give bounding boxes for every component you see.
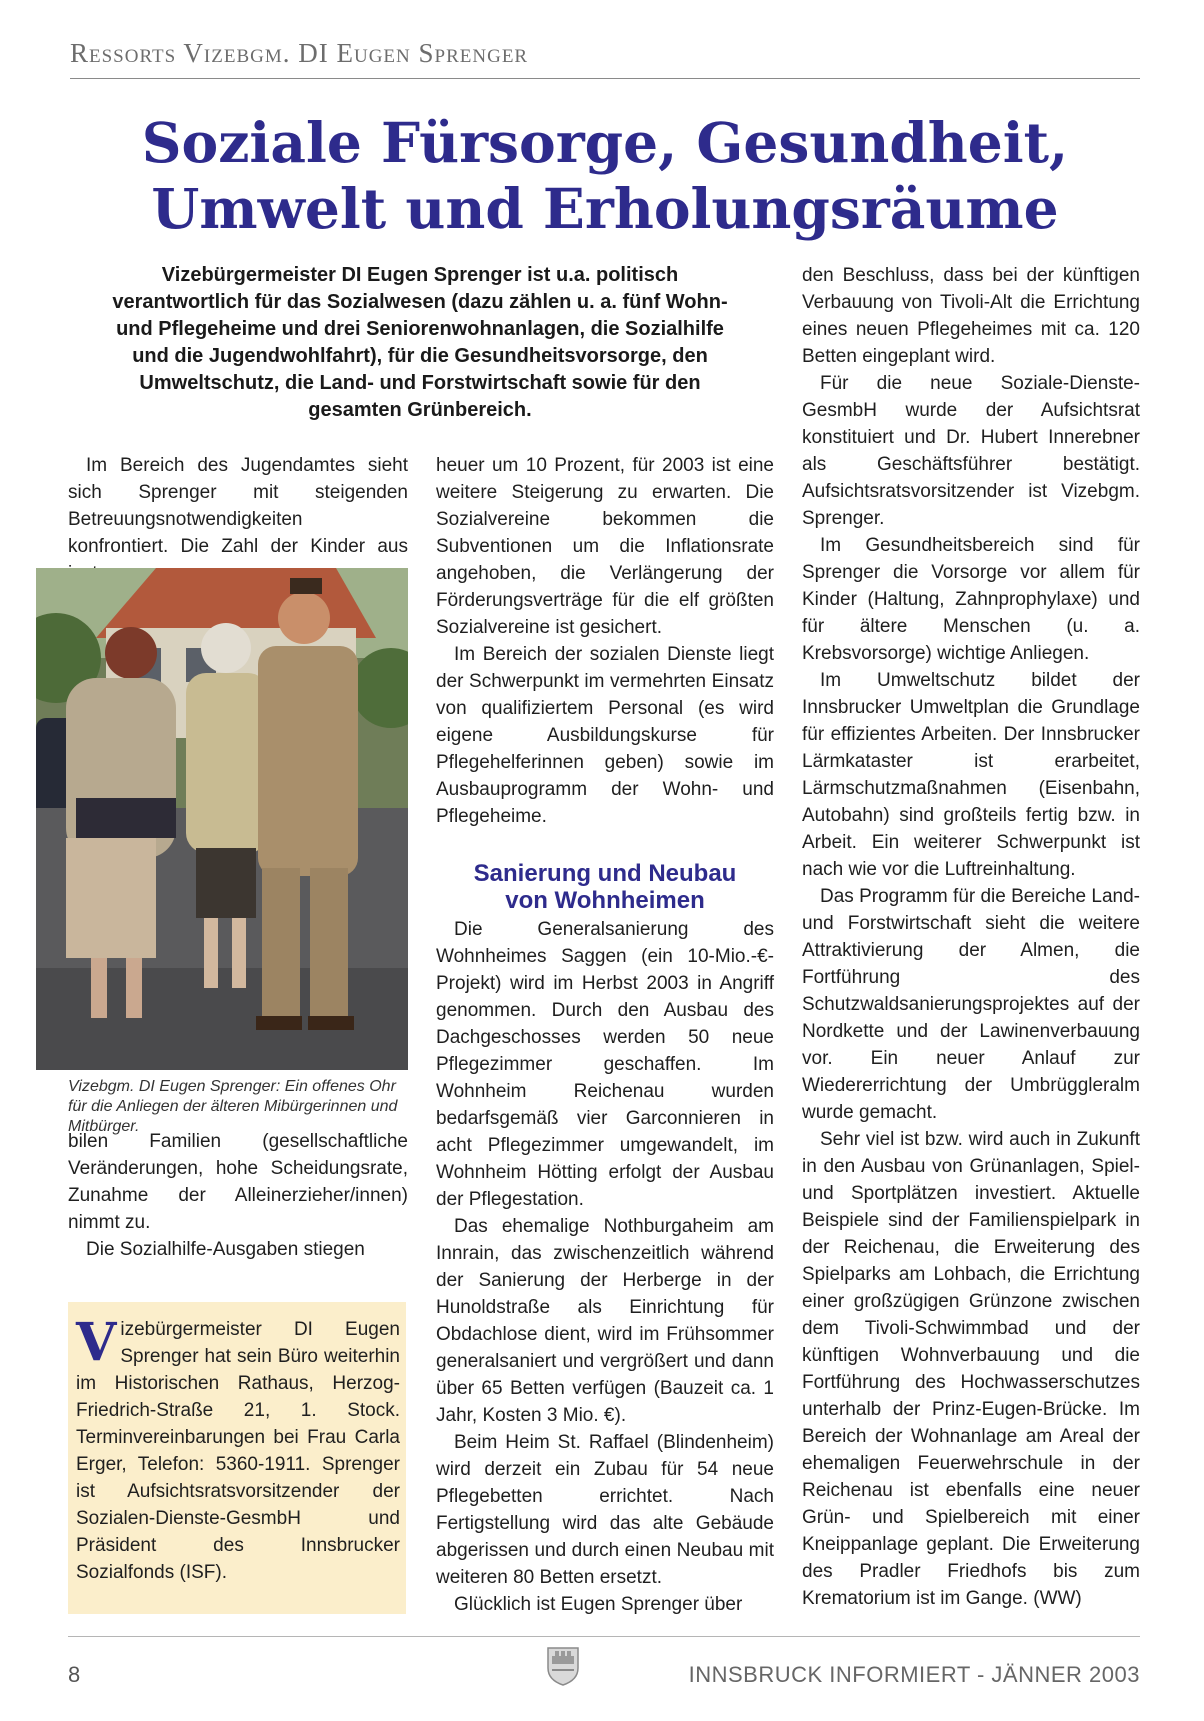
paragraph: Im Gesundheitsbereich sind für Sprenger die Vorsorge vor allem für Kinder (Haltung, Zahnprophylaxe) und für ältere Menschen (u. a. Krebsvorsorge) wichtige Anliegen.: [802, 535, 1140, 664]
paragraph: Im Bereich der sozialen Dienste liegt der Schwerpunkt im vermehrten Einsatz von qualifiziertem Personal (es wird eigene Ausbildungskurse für Pflegehelferinnen geben) sowie im Ausbauprogramm der Wohn- und Pflegeheime.: [436, 644, 774, 827]
article-column-3: [802, 262, 1140, 1612]
paragraph: Sehr viel ist bzw. wird auch in Zukunft in den Ausbau von Grünanlagen, Spiel- und Sportplätzen investiert. Aktuelle Beispiele sind der Familienspielpark in der Reichenau, die Erweiterung des Spielparks am Lohbach, die Errichtung einer großzügigen Grünzone zwischen dem Tivoli-Schwimmbad und der künftigen Wohnverbauung und die Fortführung des Hochwasserschutzes unterhalb der Prinz-Eugen-Brücke. Im Bereich der Wohnanlage am Areal der ehemaligen Feuerwehrschule in der Reichenau ist ebenfalls eine neuer Grün- und Spielbereich mit einer Kneippanlage geplant. Die Erweiterung des Pradler Friedhofs bis zum Krematorium ist im Gange. (WW): [802, 1129, 1140, 1609]
paragraph: Im Bereich des Jugendamtes sieht sich Sprenger mit steigenden Betreuungsnotwendigkeiten konfrontiert. Die Zahl der Kinder aus: [68, 455, 408, 557]
section-header: Ressorts Vizebgm. DI Eugen Sprenger: [70, 38, 1140, 79]
contact-infobox: [68, 1302, 406, 1614]
subheading-line-1: Sanierung und Neubau: [473, 860, 737, 887]
paragraph: Für die neue Soziale-Dienste-GesmbH wurde der Aufsichtsrat konstituiert und Dr. Hubert Innerebner als Geschäftsführer bestätigt. Aufsichtsratsvorsitzender ist Vizebgm. Sprenger.: [802, 373, 1140, 529]
article-column-2: [436, 452, 774, 1618]
paragraph: Die Generalsanierung des Wohnheimes Saggen (ein 10-Mio.-€-Projekt) wird im Herbst 2003 in Angriff genommen. Durch den Ausbau des Dachgeschosses werden 50 neue Pflegezimmer geschaffen. Im Wohnheim Reichenau wurden bedarfsgemäß vier Garconnieren in acht Pflegezimmer umgewandelt, im Wohnheim Hötting erfolgt der Ausbau der Pflegestation.: [436, 919, 774, 1210]
photo-caption: Vizebgm. DI Eugen Sprenger: Ein offenes Ohr für die Anliegen der älteren Mibürgerinnen und Mitbürger.: [68, 1078, 398, 1135]
infobox-text: izebürgermeister DI Eugen Sprenger hat sein Büro weiterhin im Historischen Rathaus, Herzog-Friedrich-Straße 21, 1. Stock. Terminvereinbarungen bei Frau Carla Erger, Telefon: 5360-1911. Sprenger ist Aufsichtsratsvorsitzender der Sozialen-Dienste-GesmbH und Präsident des Innsbrucker Sozialfonds (ISF).: [76, 1319, 400, 1583]
paragraph: Beim Heim St. Raffael (Blindenheim) wird derzeit ein Zubau für 54 neue Pflegebetten errichtet. Nach Fertigstellung wird das alte Gebäude abgerissen und durch einen Neubau mit weiteren 80 Betten ersetzt.: [436, 1432, 774, 1588]
paragraph: Die Sozialhilfe-Ausgaben stiegen: [86, 1239, 365, 1260]
paragraph: bilen Familien (gesellschaftliche Veränderungen, hohe Scheidungsrate, Zunahme der Alleinerzieher/innen) nimmt zu.: [68, 1131, 408, 1233]
article-photo: [36, 568, 408, 1070]
subheading: [436, 860, 774, 914]
publication-name: INNSBRUCK INFORMIERT - JÄNNER 2003: [688, 1662, 1140, 1687]
paragraph: Das ehemalige Nothburgaheim am Innrain, das zwischenzeitlich während der Sanierung der Herberge in der Hunoldstraße als Einrichtung für Obdachlose dient, wird im Frühsommer generalsaniert und vergrößert und dann über 65 Betten verfügen (Bauzeit ca. 1 Jahr, Kosten 3 Mio. €).: [436, 1216, 774, 1426]
article-lead: Vizebürgermeister DI Eugen Sprenger ist u.a. politisch verantwortlich für das Sozialwesen (dazu zählen u. a. fünf Wohn- und Pflegeheime und drei Seniorenwohnanlagen, die Sozialhilfe und die Jugendwohlfahrt), für die Gesundheitsvorsorge, den Umweltschutz, die Land- und Forstwirtschaft sowie für den gesamten Grünbereich.: [112, 264, 728, 421]
paragraph: Das Programm für die Bereiche Land- und Forstwirtschaft sieht die weitere Attraktivierung der Almen, die Fortführung des Schutzwaldsanierungsprojektes auf der Nordkette und der Lawinenverbauung vor. Ein neuer Anlauf zur Wiedererrichtung der Umbrüggleralm wurde gemacht.: [802, 886, 1140, 1123]
article-column-1-continued: [68, 1128, 408, 1263]
city-coat-of-arms-icon: [546, 1646, 580, 1691]
title-line-2: Umwelt und Erholungsräume: [151, 176, 1059, 241]
paragraph: Glücklich ist Eugen Sprenger über: [454, 1594, 743, 1615]
subheading-line-2: von Wohnheimen: [505, 887, 705, 914]
footer-rule: [68, 1636, 1140, 1637]
article-column-1: [68, 452, 408, 587]
page-number: 8: [68, 1662, 81, 1687]
drop-cap: V: [76, 1312, 117, 1373]
article-title: [70, 110, 1140, 242]
paragraph: heuer um 10 Prozent, für 2003 ist eine weitere Steigerung zu erwarten. Die Sozialvereine bekommen die Subventionen um die Inflationsrate angehoben, die Verlängerung der Förderungsverträge für die elf größten Sozialvereine ist gesichert.: [436, 455, 774, 638]
title-line-1: Soziale Fürsorge, Gesundheit,: [141, 110, 1069, 175]
paragraph: den Beschluss, dass bei der künftigen Verbauung von Tivoli-Alt die Errichtung eines neuen Pflegeheimes mit ca. 120 Betten eingeplant wird.: [802, 265, 1140, 367]
paragraph: Im Umweltschutz bildet der Innsbrucker Umweltplan die Grundlage für effizientes Arbeiten. Der Innsbrucker Lärmkataster ist erarbeitet, Lärmschutzmaßnahmen (Eisenbahn, Autobahn) sind großteils fertig bzw. in Arbeit. Ein weiterer Schwerpunkt ist nach wie vor die Luftreinhaltung.: [802, 670, 1140, 880]
